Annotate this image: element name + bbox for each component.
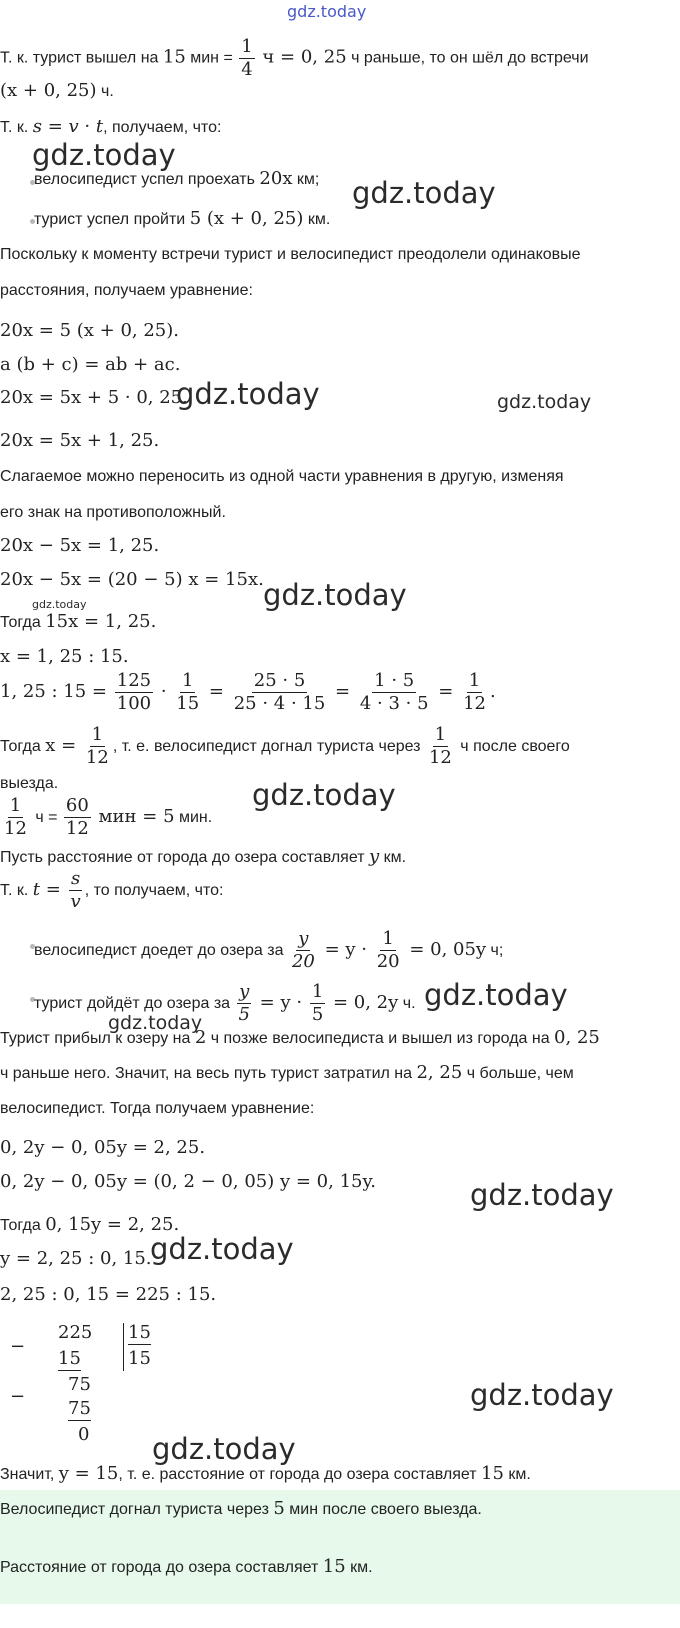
text-line: велосипедист. Тогда получаем уравнение: [0,1100,315,1117]
equation: 20x − 5x = (20 − 5) x = 15x. [0,569,264,590]
text-line: его знак на противоположный. [0,504,226,521]
equation: y = 2, 25 : 0, 15. [0,1248,152,1269]
watermark: gdz.today [424,978,568,1012]
fraction-cancelled: $\frac{1 \cdot 5}{4 \cdot 3 \cdot 5}$ [359,669,429,714]
text-line: (x + 0, 25) ч. [0,80,114,101]
list-item: турист дойдёт до озера за $\frac{y}{5}$ = y · $\frac{1}{5}$ = 0, 2y ч. [34,981,416,1026]
text-line: Тогда 15x = 1, 25. [0,611,157,632]
text-line: Т. к. s = v · t, получаем, что: [0,116,222,137]
watermark: gdz.today [497,391,592,413]
watermark: gdz.today [108,1012,203,1034]
watermark-top: gdz.today [287,2,367,21]
text-line: Слагаемое можно переносить из одной части уравнения в другую, изменяя [0,468,564,485]
list-item: велосипедист успел проехать 20x км; [34,168,320,189]
equation: 0, 2y − 0, 05y = 2, 25. [0,1137,206,1158]
equation: x = 1, 25 : 15. [0,646,129,667]
equation: a (b + c) = ab + ac. [0,354,181,375]
equation: 20x = 5x + 1, 25. [0,430,160,451]
watermark: gdz.today [352,176,496,210]
equation: 2, 25 : 0, 15 = 225 : 15. [0,1284,217,1305]
text-line: ч раньше него. Значит, на весь путь турист затратил на 2, 25 ч больше, чем [0,1062,574,1083]
watermark: gdz.today [32,598,87,611]
text-line: Значит, y = 15, т. е. расстояние от города до озера составляет 15 км. [0,1463,531,1484]
text-line: расстояния, получаем уравнение: [0,282,253,299]
watermark: gdz.today [470,1378,614,1412]
text-line: Турист прибыл к озеру на 2 ч позже велосипедиста и вышел из города на 0, 25 [0,1027,600,1048]
watermark: gdz.today [176,377,320,411]
watermark: gdz.today [150,1232,294,1266]
watermark: gdz.today [263,578,407,612]
answer-block [0,1490,680,1604]
text-line: Пусть расстояние от города до озера составляет y км. [0,846,407,867]
watermark: gdz.today [252,778,396,812]
text-line: $\frac{1}{12}$ ч = $\frac{60}{12}$ мин = 5 мин. [4,795,213,840]
equation: 20x = 5x + 5 · 0, 25. [0,387,188,408]
text-line: выезда. [0,775,59,792]
text-line: Тогда x = $\frac{1}{12}$ , т. е. велосипедист догнал туриста через $\frac{1}{12}$ ч после своего [0,724,570,769]
text-line: Поскольку к моменту встречи турист и велосипедист преодолели одинаковые [0,246,581,263]
equation: 1, 25 : 15 = $\frac{125}{100}$ · $\frac{1}{15}$ = $\frac{25 \cdot 5}{25 \cdot 4 \cdot 15}$ = $\frac{1 \cdot 5}{4 \cdot 3 \cdot 5}$ = $\frac{1}{12}$ . [0,669,496,714]
answer-line: Велосипедист догнал туриста через 5 мин после своего выезда. [0,1498,482,1519]
answer-line: Расстояние от города до озера составляет 15 км. [0,1556,373,1577]
text-line: Т. к. t = $\frac{s}{v}$ , то получаем, что: [0,868,224,913]
text-line: Т. к. турист вышел на 15 мин = $\frac{1}{4}$ ч = 0, 25 ч раньше, то он шёл до встречи [0,36,589,80]
list-item: велосипедист доедет до озера за $\frac{y}{20}$ = y · $\frac{1}{20}$ = 0, 05y ч; [34,928,504,973]
watermark: gdz.today [152,1432,296,1466]
watermark: gdz.today [470,1178,614,1212]
list-item: турист успел пройти 5 (x + 0, 25) км. [34,208,331,229]
equation: 0, 2y − 0, 05y = (0, 2 − 0, 05) y = 0, 15y. [0,1171,376,1192]
watermark: gdz.today [32,138,176,172]
equation: 20x − 5x = 1, 25. [0,535,160,556]
text-line: Тогда 0, 15y = 2, 25. [0,1214,180,1235]
fraction-cancelled: $\frac{25 \cdot 5}{25 \cdot 4 \cdot 15}$ [233,669,326,714]
fraction: $\frac{1}{4}$ [241,36,253,80]
equation: 20x = 5 (x + 0, 25). [0,320,179,341]
